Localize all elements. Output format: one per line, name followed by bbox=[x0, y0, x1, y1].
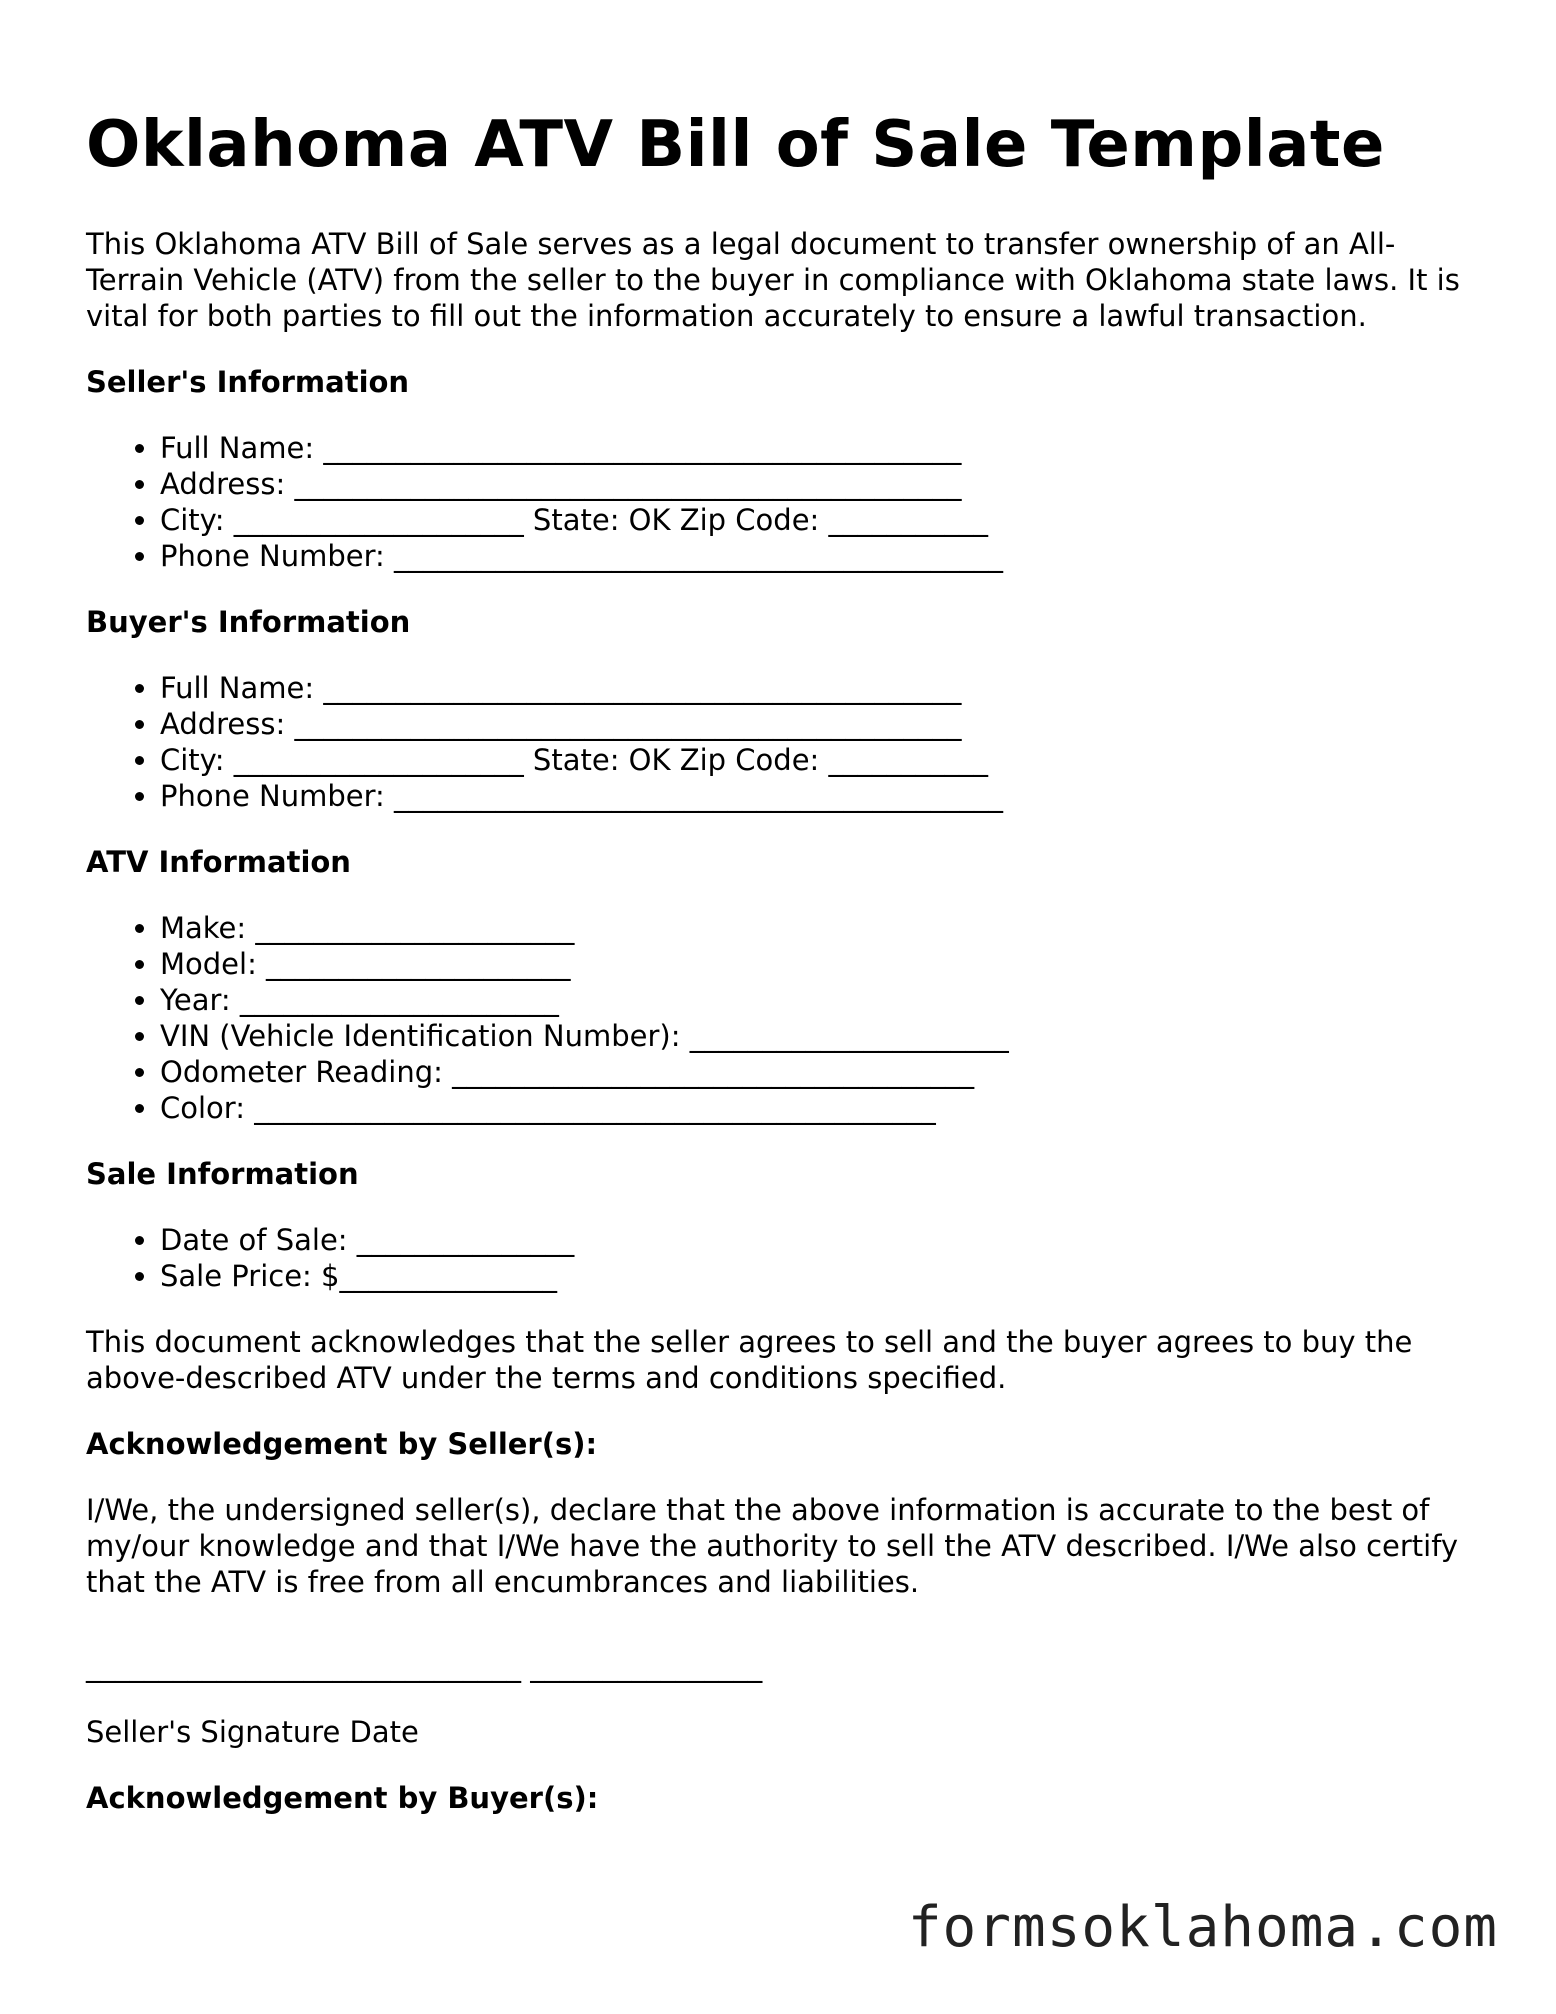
seller-signature-line[interactable]: ______________________________ ________________ bbox=[86, 1649, 763, 1683]
atv-year-field[interactable]: • Year: ______________________ bbox=[160, 982, 1466, 1018]
buyer-city-state-zip-field[interactable]: • City: ____________________ State: OK Zip Code: ___________ bbox=[160, 742, 1466, 778]
document-title: Oklahoma ATV Bill of Sale Template bbox=[86, 108, 1385, 182]
agreement-paragraph: This document acknowledges that the seller agrees to sell and the buyer agrees to buy the above-described ATV under the terms and conditions specified. bbox=[86, 1325, 1413, 1395]
buyer-ack-heading: Acknowledgement by Buyer(s): bbox=[86, 1781, 599, 1815]
intro-paragraph: This Oklahoma ATV Bill of Sale serves as a legal document to transfer ownership of an All-Terrain Vehicle (ATV) from the seller to the buyer in compliance with Oklahoma state laws. It is vital for both parties to fill out the information accurately to ensure a lawful transaction. bbox=[86, 227, 1460, 333]
buyer-address-field[interactable]: • Address: ______________________________________________ bbox=[160, 706, 1466, 742]
buyer-info-heading: Buyer's Information bbox=[86, 605, 411, 639]
sale-info-heading: Sale Information bbox=[86, 1157, 359, 1191]
atv-model-field[interactable]: • Model: _____________________ bbox=[160, 946, 1466, 982]
seller-info-list bbox=[86, 430, 1466, 574]
document-page bbox=[86, 106, 1466, 1816]
atv-vin-field[interactable]: • VIN (Vehicle Identification Number): ______________________ bbox=[160, 1018, 1466, 1054]
atv-odometer-field[interactable]: • Odometer Reading: ____________________________________ bbox=[160, 1054, 1466, 1090]
seller-ack-heading: Acknowledgement by Seller(s): bbox=[86, 1427, 598, 1461]
sale-price-field[interactable]: • Sale Price: $_______________ bbox=[160, 1258, 1466, 1294]
atv-make-field[interactable]: • Make: ______________________ bbox=[160, 910, 1466, 946]
seller-info-heading: Seller's Information bbox=[86, 365, 410, 399]
sale-date-field[interactable]: • Date of Sale: _______________ bbox=[160, 1222, 1466, 1258]
atv-info-list bbox=[86, 910, 1466, 1126]
buyer-info-list bbox=[86, 670, 1466, 814]
atv-info-heading: ATV Information bbox=[86, 845, 351, 879]
seller-ack-paragraph: I/We, the undersigned seller(s), declare that the above information is accurate to the best of my/our knowledge and that I/We have the authority to sell the ATV described. I/We also certify that the ATV is free from all encumbrances and liabilities. bbox=[86, 1493, 1459, 1599]
seller-full-name-field[interactable]: • Full Name: ____________________________________________ bbox=[160, 430, 1466, 466]
buyer-phone-field[interactable]: • Phone Number: __________________________________________ bbox=[160, 778, 1466, 814]
seller-signature-label: Seller's Signature Date bbox=[86, 1715, 419, 1749]
seller-city-state-zip-field[interactable]: • City: ____________________ State: OK Zip Code: ___________ bbox=[160, 502, 1466, 538]
sale-info-list bbox=[86, 1222, 1466, 1294]
seller-phone-field[interactable]: • Phone Number: __________________________________________ bbox=[160, 538, 1466, 574]
site-watermark: formsoklahoma.com bbox=[907, 1895, 1498, 1960]
atv-color-field[interactable]: • Color: _______________________________________________ bbox=[160, 1090, 1466, 1126]
buyer-full-name-field[interactable]: • Full Name: ____________________________________________ bbox=[160, 670, 1466, 706]
seller-address-field[interactable]: • Address: ______________________________________________ bbox=[160, 466, 1466, 502]
